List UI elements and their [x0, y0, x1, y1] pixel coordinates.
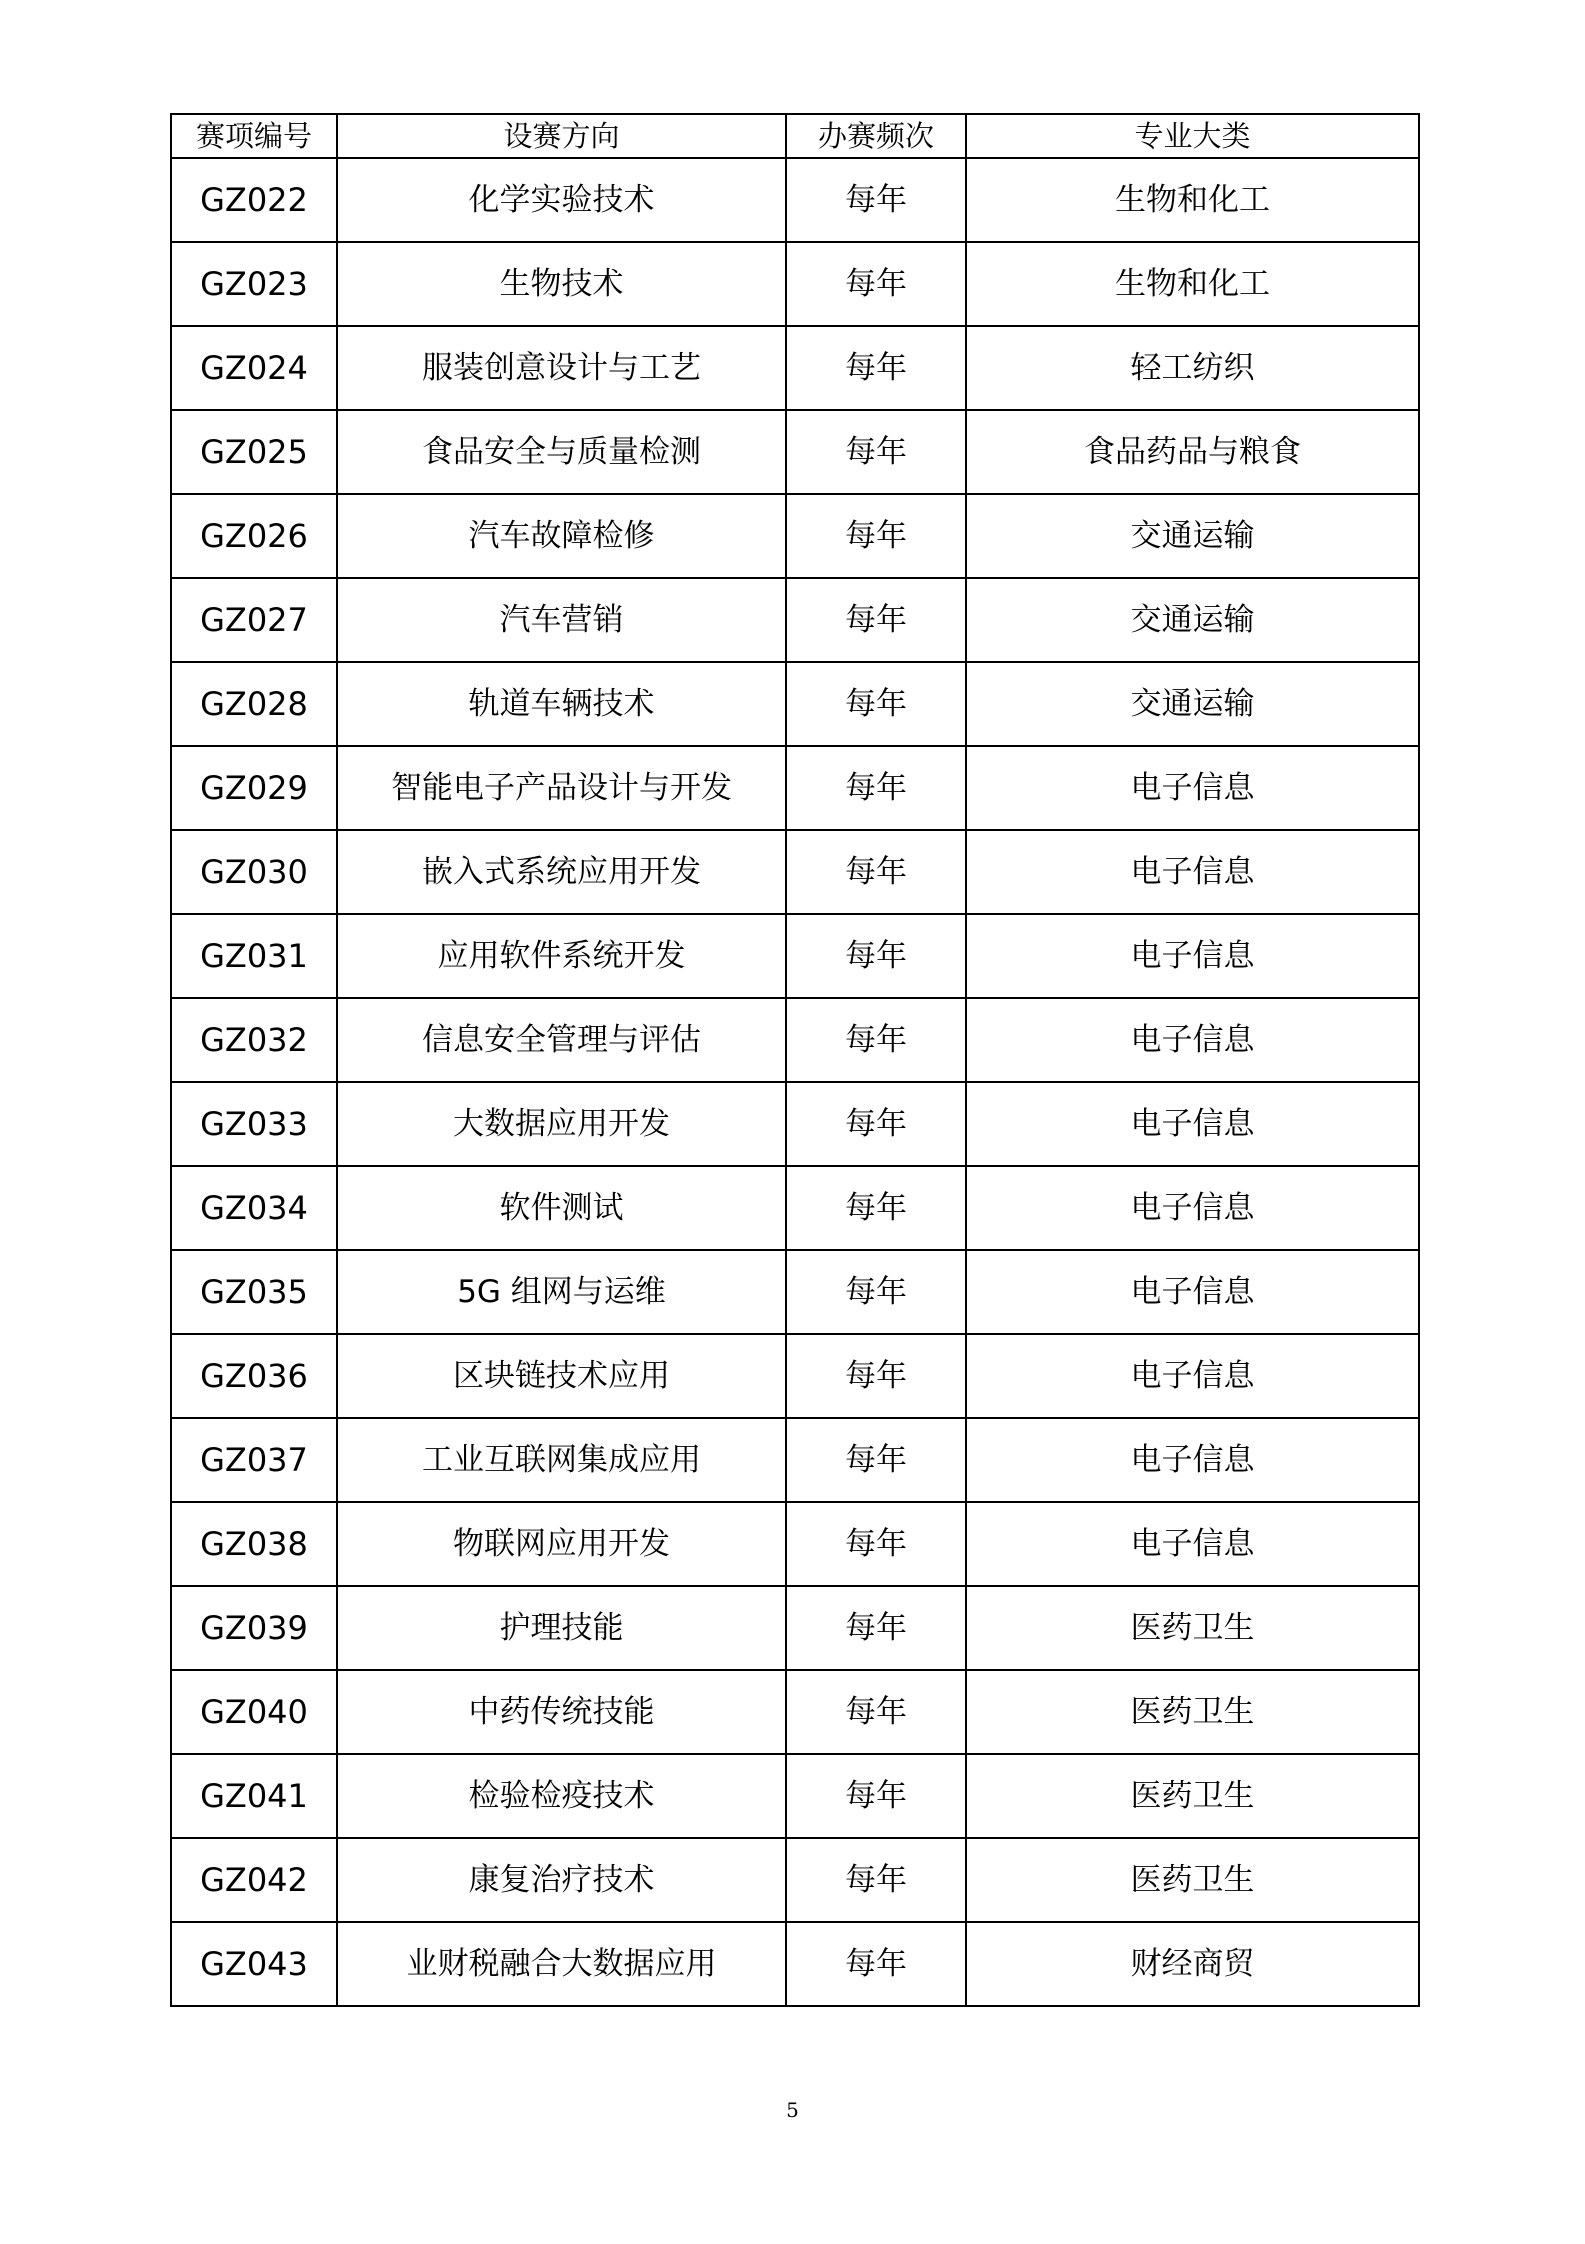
cell-frequency: 每年	[786, 578, 966, 662]
header-code: 赛项编号	[171, 114, 337, 158]
cell-direction: 汽车故障检修	[337, 494, 786, 578]
competition-table	[170, 113, 1420, 2007]
cell-frequency: 每年	[786, 326, 966, 410]
cell-category: 交通运输	[966, 662, 1419, 746]
cell-frequency: 每年	[786, 998, 966, 1082]
cell-category: 电子信息	[966, 998, 1419, 1082]
cell-category: 医药卫生	[966, 1754, 1419, 1838]
cell-category: 电子信息	[966, 1334, 1419, 1418]
cell-code: GZ036	[171, 1334, 337, 1418]
cell-code: GZ032	[171, 998, 337, 1082]
header-category: 专业大类	[966, 114, 1419, 158]
table-row	[171, 914, 1419, 998]
table-row	[171, 1166, 1419, 1250]
cell-frequency: 每年	[786, 1418, 966, 1502]
table-row	[171, 746, 1419, 830]
cell-frequency: 每年	[786, 1166, 966, 1250]
cell-direction: 嵌入式系统应用开发	[337, 830, 786, 914]
header-direction: 设赛方向	[337, 114, 786, 158]
cell-direction: 化学实验技术	[337, 158, 786, 242]
cell-category: 轻工纺织	[966, 326, 1419, 410]
cell-frequency: 每年	[786, 746, 966, 830]
cell-category: 电子信息	[966, 1250, 1419, 1334]
cell-category: 医药卫生	[966, 1838, 1419, 1922]
table-row	[171, 1586, 1419, 1670]
table-row	[171, 1250, 1419, 1334]
cell-category: 生物和化工	[966, 158, 1419, 242]
cell-code: GZ034	[171, 1166, 337, 1250]
cell-frequency: 每年	[786, 1754, 966, 1838]
cell-code: GZ028	[171, 662, 337, 746]
table-row	[171, 998, 1419, 1082]
cell-direction: 应用软件系统开发	[337, 914, 786, 998]
cell-category: 电子信息	[966, 914, 1419, 998]
cell-code: GZ026	[171, 494, 337, 578]
cell-code: GZ025	[171, 410, 337, 494]
cell-direction: 汽车营销	[337, 578, 786, 662]
cell-code: GZ038	[171, 1502, 337, 1586]
cell-code: GZ033	[171, 1082, 337, 1166]
table-body	[171, 158, 1419, 2006]
cell-direction: 护理技能	[337, 1586, 786, 1670]
table-row	[171, 662, 1419, 746]
cell-category: 医药卫生	[966, 1670, 1419, 1754]
cell-frequency: 每年	[786, 1082, 966, 1166]
cell-direction: 软件测试	[337, 1166, 786, 1250]
cell-code: GZ024	[171, 326, 337, 410]
table-row	[171, 1754, 1419, 1838]
cell-code: GZ031	[171, 914, 337, 998]
cell-category: 电子信息	[966, 1166, 1419, 1250]
header-frequency: 办赛频次	[786, 114, 966, 158]
cell-frequency: 每年	[786, 410, 966, 494]
table-row	[171, 830, 1419, 914]
cell-direction: 食品安全与质量检测	[337, 410, 786, 494]
cell-frequency: 每年	[786, 830, 966, 914]
cell-frequency: 每年	[786, 242, 966, 326]
cell-category: 财经商贸	[966, 1922, 1419, 2006]
cell-direction: 信息安全管理与评估	[337, 998, 786, 1082]
cell-category: 电子信息	[966, 746, 1419, 830]
cell-category: 电子信息	[966, 1418, 1419, 1502]
cell-direction: 业财税融合大数据应用	[337, 1922, 786, 2006]
table-row	[171, 1418, 1419, 1502]
table-row	[171, 242, 1419, 326]
table-row	[171, 494, 1419, 578]
table-row	[171, 158, 1419, 242]
cell-direction: 区块链技术应用	[337, 1334, 786, 1418]
cell-code: GZ037	[171, 1418, 337, 1502]
cell-frequency: 每年	[786, 1502, 966, 1586]
cell-frequency: 每年	[786, 1922, 966, 2006]
cell-frequency: 每年	[786, 662, 966, 746]
cell-direction: 智能电子产品设计与开发	[337, 746, 786, 830]
table-row	[171, 1670, 1419, 1754]
cell-direction: 康复治疗技术	[337, 1838, 786, 1922]
cell-direction: 5G 组网与运维	[337, 1250, 786, 1334]
table-row	[171, 1838, 1419, 1922]
cell-code: GZ027	[171, 578, 337, 662]
cell-direction: 轨道车辆技术	[337, 662, 786, 746]
cell-frequency: 每年	[786, 1250, 966, 1334]
cell-category: 交通运输	[966, 494, 1419, 578]
cell-code: GZ035	[171, 1250, 337, 1334]
cell-direction: 检验检疫技术	[337, 1754, 786, 1838]
cell-frequency: 每年	[786, 494, 966, 578]
cell-direction: 大数据应用开发	[337, 1082, 786, 1166]
cell-code: GZ040	[171, 1670, 337, 1754]
cell-code: GZ029	[171, 746, 337, 830]
table-row	[171, 1334, 1419, 1418]
cell-code: GZ022	[171, 158, 337, 242]
table-header-row	[171, 114, 1419, 158]
table-row	[171, 1502, 1419, 1586]
table-row	[171, 1922, 1419, 2006]
cell-direction: 服装创意设计与工艺	[337, 326, 786, 410]
cell-frequency: 每年	[786, 914, 966, 998]
table-row	[171, 578, 1419, 662]
page-number: 5	[786, 2098, 799, 2122]
table-row	[171, 326, 1419, 410]
cell-category: 交通运输	[966, 578, 1419, 662]
table-row	[171, 410, 1419, 494]
cell-direction: 生物技术	[337, 242, 786, 326]
cell-direction: 物联网应用开发	[337, 1502, 786, 1586]
cell-code: GZ030	[171, 830, 337, 914]
cell-frequency: 每年	[786, 1334, 966, 1418]
cell-code: GZ041	[171, 1754, 337, 1838]
cell-frequency: 每年	[786, 1670, 966, 1754]
cell-frequency: 每年	[786, 1586, 966, 1670]
cell-category: 电子信息	[966, 1082, 1419, 1166]
cell-category: 电子信息	[966, 830, 1419, 914]
cell-category: 生物和化工	[966, 242, 1419, 326]
cell-category: 医药卫生	[966, 1586, 1419, 1670]
cell-frequency: 每年	[786, 158, 966, 242]
cell-code: GZ042	[171, 1838, 337, 1922]
table-row	[171, 1082, 1419, 1166]
cell-direction: 中药传统技能	[337, 1670, 786, 1754]
cell-category: 电子信息	[966, 1502, 1419, 1586]
cell-code: GZ039	[171, 1586, 337, 1670]
cell-code: GZ023	[171, 242, 337, 326]
cell-direction: 工业互联网集成应用	[337, 1418, 786, 1502]
competition-table-container	[170, 113, 1418, 2007]
cell-category: 食品药品与粮食	[966, 410, 1419, 494]
cell-code: GZ043	[171, 1922, 337, 2006]
cell-frequency: 每年	[786, 1838, 966, 1922]
